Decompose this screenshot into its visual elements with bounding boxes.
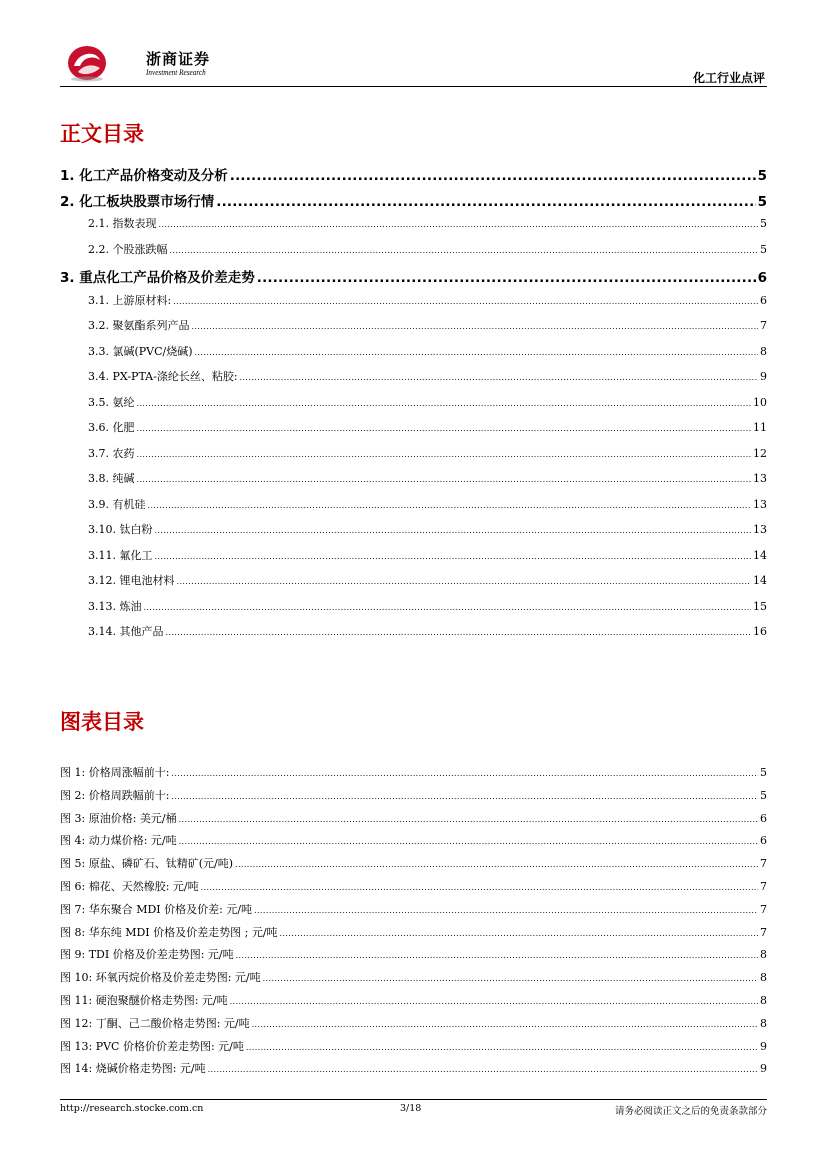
table-of-contents <box>60 164 767 649</box>
entry-label: 图 2: 价格周跌幅前十: <box>60 788 170 802</box>
brand-name: 浙商证券 <box>146 50 211 68</box>
figure-entry[interactable] <box>60 764 767 787</box>
entry-label: 图 1: 价格周涨幅前十: <box>60 766 170 779</box>
figure-entry[interactable] <box>60 878 767 901</box>
toc-entry[interactable] <box>60 598 767 624</box>
entry-page-number: 9 <box>760 1062 767 1076</box>
entry-label: 3.6. 化肥 <box>88 421 135 434</box>
entry-page-number: 13 <box>753 472 767 485</box>
toc-entry[interactable] <box>60 496 767 522</box>
toc-entry[interactable] <box>60 445 767 471</box>
entry-label: 3.3. 氯碱(PVC/烧碱) <box>88 344 193 358</box>
entry-label: 图 10: 环氧丙烷价格及价差走势图: 元/吨 <box>60 971 261 985</box>
dot-leader <box>170 246 759 255</box>
figure-entry[interactable] <box>60 787 767 810</box>
entry-label: 图 5: 原盐、磷矿石、钛精矿(元/吨) <box>60 857 233 871</box>
entry-label: 3.10. 钛白粉 <box>88 523 153 536</box>
entry-label: 图 6: 棉花、天然橡胶: 元/吨 <box>60 879 199 893</box>
dot-leader <box>179 815 758 824</box>
dot-leader <box>192 322 759 331</box>
entry-label: 图 12: 丁酮、己二酸价格走势图: 元/吨 <box>60 1016 250 1030</box>
dot-leader <box>195 348 758 357</box>
dot-leader <box>235 860 758 869</box>
figure-entry[interactable] <box>60 1015 767 1038</box>
entry-page-number: 6 <box>757 270 767 286</box>
dot-leader <box>155 526 752 535</box>
dot-leader <box>236 951 758 960</box>
entry-label: 3.12. 锂电池材料 <box>88 574 175 587</box>
figure-entry[interactable] <box>60 992 767 1015</box>
figure-list <box>60 764 767 1083</box>
toc-entry[interactable] <box>60 164 767 190</box>
entry-page-number: 5 <box>760 788 767 802</box>
dot-leader <box>257 270 756 286</box>
figure-entry[interactable] <box>60 946 767 969</box>
toc-entry[interactable] <box>60 368 767 394</box>
dot-leader <box>177 577 752 586</box>
entry-page-number: 13 <box>753 497 767 511</box>
figure-entry[interactable] <box>60 969 767 992</box>
entry-label: 图 14: 烧碱价格走势图: 元/吨 <box>60 1062 206 1076</box>
entry-page-number: 13 <box>753 523 767 536</box>
entry-label: 图 3: 原油价格: 美元/桶 <box>60 811 177 825</box>
entry-label: 1. 化工产品价格变动及分析 <box>60 168 228 184</box>
toc-entry[interactable] <box>60 623 767 649</box>
dot-leader <box>280 929 758 938</box>
entry-page-number: 7 <box>760 319 767 332</box>
entry-label: 3.4. PX-PTA-涤纶长丝、粘胶: <box>88 370 238 383</box>
dot-leader <box>263 974 758 983</box>
entry-label: 3.7. 农药 <box>88 446 135 460</box>
footer-divider <box>60 1099 767 1100</box>
entry-label: 3.8. 纯碱 <box>88 472 135 485</box>
dot-leader <box>216 194 755 210</box>
dot-leader <box>137 450 752 459</box>
entry-page-number: 7 <box>760 925 767 939</box>
entry-page-number: 5 <box>757 168 767 184</box>
dot-leader <box>171 769 758 778</box>
dot-leader <box>254 906 758 915</box>
dot-leader <box>166 628 752 637</box>
toc-entry[interactable] <box>60 292 767 318</box>
dot-leader <box>173 297 758 306</box>
dot-leader <box>171 792 758 801</box>
entry-page-number: 10 <box>753 395 767 409</box>
toc-entry[interactable] <box>60 521 767 547</box>
dot-leader <box>155 552 752 561</box>
toc-entry[interactable] <box>60 215 767 241</box>
toc-entry[interactable] <box>60 317 767 343</box>
entry-page-number: 16 <box>753 625 767 638</box>
entry-label: 3.14. 其他产品 <box>88 625 164 638</box>
footer-disclaimer: 请务必阅读正文之后的免责条款部分 <box>614 1106 767 1117</box>
entry-label: 图 13: PVC 价格价价差走势图: 元/吨 <box>60 1039 244 1053</box>
entry-label: 3.9. 有机硅 <box>88 497 146 511</box>
dot-leader <box>148 501 752 510</box>
figure-entry[interactable] <box>60 924 767 947</box>
figure-entry[interactable] <box>60 832 767 855</box>
dot-leader <box>201 883 758 892</box>
dot-leader <box>137 424 752 433</box>
entry-page-number: 11 <box>753 421 767 434</box>
entry-label: 2. 化工板块股票市场行情 <box>60 193 215 210</box>
figure-entry[interactable] <box>60 1038 767 1061</box>
dot-leader <box>240 373 758 382</box>
toc-entry[interactable] <box>60 394 767 420</box>
company-logo-icon <box>66 42 108 82</box>
figures-title: 图表目录 <box>60 710 144 734</box>
dot-leader <box>144 603 752 612</box>
entry-page-number: 8 <box>760 948 767 962</box>
entry-page-number: 5 <box>760 242 767 256</box>
entry-page-number: 5 <box>760 217 767 230</box>
entry-label: 2.2. 个股涨跌幅 <box>88 242 168 256</box>
toc-entry[interactable] <box>60 241 767 267</box>
figure-entry[interactable] <box>60 1060 767 1083</box>
entry-page-number: 12 <box>753 446 767 460</box>
dot-leader <box>137 399 752 408</box>
dot-leader <box>230 168 756 184</box>
entry-label: 图 9: TDI 价格及价差走势图: 元/吨 <box>60 948 234 962</box>
entry-label: 2.1. 指数表现 <box>88 217 157 230</box>
dot-leader <box>230 997 758 1006</box>
entry-label: 3.2. 聚氨酯系列产品 <box>88 319 190 332</box>
entry-page-number: 5 <box>760 766 767 779</box>
toc-entry[interactable] <box>60 190 767 216</box>
entry-label: 图 11: 硬泡聚醚价格走势图: 元/吨 <box>60 993 228 1007</box>
entry-page-number: 7 <box>760 857 767 871</box>
dot-leader <box>179 837 758 846</box>
entry-page-number: 9 <box>760 1039 767 1053</box>
entry-label: 3.13. 炼油 <box>88 599 142 613</box>
toc-entry[interactable] <box>60 572 767 598</box>
entry-page-number: 8 <box>760 1016 767 1030</box>
entry-page-number: 5 <box>757 193 767 210</box>
entry-label: 图 8: 华东纯 MDI 价格及价差走势图 ; 元/吨 <box>60 925 278 939</box>
brand-subtitle: Investment Research <box>146 67 206 77</box>
toc-entry[interactable] <box>60 470 767 496</box>
entry-page-number: 6 <box>760 834 767 848</box>
dot-leader <box>246 1043 758 1052</box>
toc-entry[interactable] <box>60 419 767 445</box>
page-header <box>60 38 767 88</box>
toc-entry[interactable] <box>60 343 767 369</box>
report-type: 化工行业点评 <box>692 71 765 85</box>
footer-url[interactable]: http://research.stocke.com.cn <box>60 1103 204 1114</box>
figure-entry[interactable] <box>60 810 767 833</box>
entry-page-number: 9 <box>760 370 767 383</box>
toc-entry[interactable] <box>60 266 767 292</box>
toc-title: 正文目录 <box>60 122 144 146</box>
dot-leader <box>159 220 759 229</box>
footer-page-number: 3/18 <box>400 1103 422 1114</box>
dot-leader <box>137 475 752 484</box>
dot-leader <box>208 1065 758 1074</box>
figure-entry[interactable] <box>60 855 767 878</box>
entry-label: 3.1. 上游原材料: <box>88 293 172 307</box>
entry-page-number: 7 <box>760 879 767 893</box>
entry-label: 3.5. 氨纶 <box>88 395 135 409</box>
entry-page-number: 6 <box>760 293 767 307</box>
entry-page-number: 6 <box>760 811 767 825</box>
toc-entry[interactable] <box>60 547 767 573</box>
entry-label: 3. 重点化工产品价格及价差走势 <box>60 270 255 286</box>
header-divider <box>60 86 767 87</box>
entry-page-number: 7 <box>760 902 767 916</box>
entry-label: 3.11. 氟化工 <box>88 548 153 562</box>
entry-page-number: 14 <box>753 548 767 562</box>
figure-entry[interactable] <box>60 901 767 924</box>
entry-page-number: 8 <box>760 344 767 358</box>
entry-page-number: 14 <box>753 574 767 587</box>
entry-page-number: 8 <box>760 993 767 1007</box>
dot-leader <box>252 1020 758 1029</box>
entry-page-number: 15 <box>753 599 767 613</box>
entry-label: 图 4: 动力煤价格: 元/吨 <box>60 834 177 848</box>
entry-label: 图 7: 华东聚合 MDI 价格及价差: 元/吨 <box>60 902 253 916</box>
entry-page-number: 8 <box>760 971 767 985</box>
